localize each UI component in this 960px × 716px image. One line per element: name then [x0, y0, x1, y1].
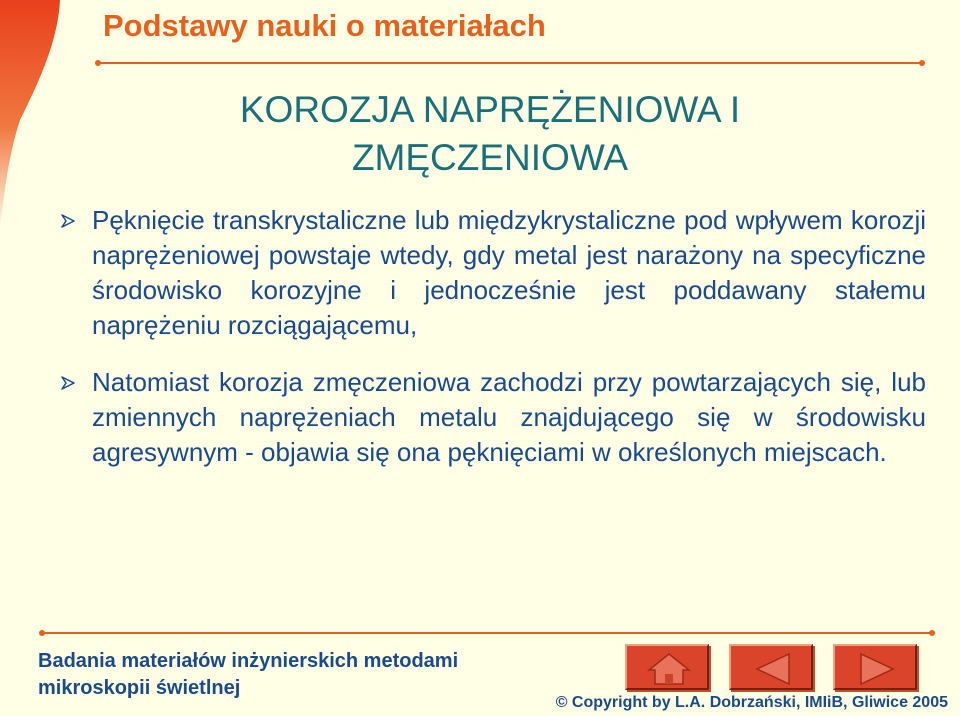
arrowhead-bullet-icon: [60, 213, 76, 229]
bullet-text: Natomiast korozja zmęczeniowa zachodzi przy powtarzających się, lub zmiennych naprężeniach metalu znajdującego się w środowisku agresywnym - objawia się ona pęknięciami w określonych miejscach.: [92, 367, 926, 467]
footer-course-title: [38, 648, 458, 702]
footer-line-1: Badania materiałów inżynierskich metodami: [38, 650, 459, 672]
next-slide-button[interactable]: [833, 644, 917, 690]
footer-line-2: mikroskopii świetlnej: [38, 677, 241, 699]
header-title: Podstawy nauki o materiałach: [103, 8, 546, 43]
triangle-left-icon: [731, 646, 815, 692]
footer-divider: [38, 629, 936, 637]
bullet-item: [60, 365, 926, 470]
slide-title-line-1: KOROZJA NAPRĘŻENIOWA I: [239, 89, 741, 130]
triangle-right-icon: [835, 646, 919, 692]
header-divider: [95, 60, 925, 66]
slide-title: [200, 86, 780, 182]
corner-swoosh: [0, 0, 100, 230]
home-button[interactable]: [625, 644, 709, 690]
copyright-notice: © Copyright by L.A. Dobrzański, IMIiB, Gliwice 2005: [555, 694, 948, 711]
home-icon: [627, 646, 711, 692]
arrowhead-bullet-icon: [60, 375, 76, 391]
previous-slide-button[interactable]: [729, 644, 813, 690]
slide-title-line-2: ZMĘCZENIOWA: [351, 137, 629, 178]
bullet-item: [60, 203, 926, 343]
bullet-list: [60, 203, 926, 492]
bullet-text: Pęknięcie transkrystaliczne lub międzykrystaliczne pod wpływem korozji naprężeniowej powstaje wtedy, gdy metal jest narażony na specyficzne środowisko korozyjne i jednocześnie jest poddawany stałemu naprężeniu rozciągającemu,: [92, 205, 926, 340]
